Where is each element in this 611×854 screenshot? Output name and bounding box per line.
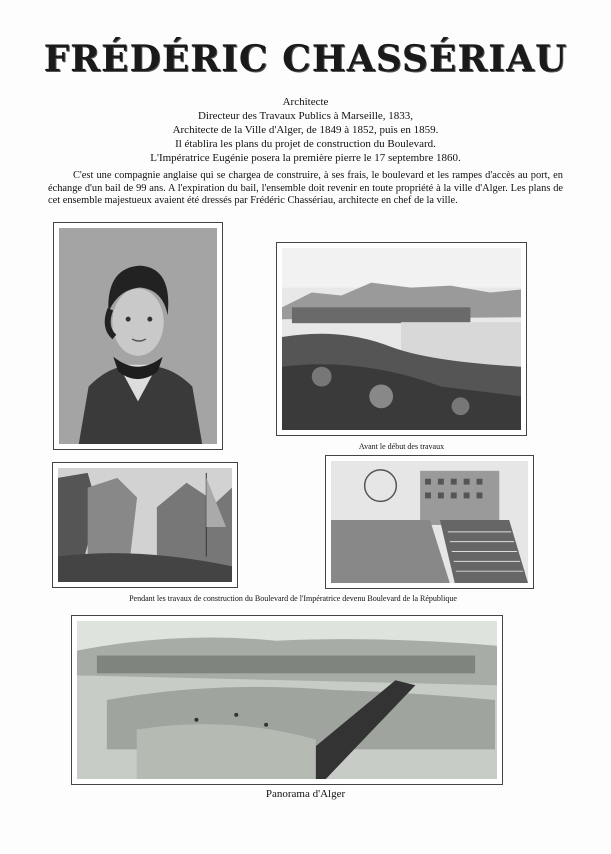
body-paragraph: C'est une compagnie anglaise qui se chargea de construire, à ses frais, le boulevard et les rampes d'accès au port, en échange d'un bail de 99 ans. A l'expiration du bail, l'ensemble doit revenir en toute propriété à la ville d'Alger. Les plans de cet ensemble majestueux avaient été dressés par Frédéric Chassériau, architecte en chef de la ville. — [48, 170, 563, 206]
construction-drawing-image — [58, 468, 232, 582]
subhead-line-eugenie: L'Impératrice Eugénie posera la première pierre le 17 septembre 1860. — [150, 152, 461, 164]
page-title: FRÉDÉRIC CHASSÉRIAU — [43, 38, 568, 80]
subhead-line-plans: Il établira les plans du projet de construction du Boulevard. — [175, 138, 436, 150]
boulevard-stairs-image — [331, 461, 528, 583]
panorama-photo — [71, 615, 503, 785]
subhead-line-role: Architecte — [282, 96, 329, 108]
harbour-before-image — [282, 248, 521, 430]
subheading-block — [0, 95, 611, 165]
harbour-before-photo — [276, 242, 527, 436]
boulevard-stairs-photo — [325, 455, 534, 589]
panorama-image — [77, 621, 497, 779]
portrait-photo — [53, 222, 223, 450]
construction-drawing — [52, 462, 238, 588]
subhead-line-marseille: Directeur des Travaux Publics à Marseille, 1833, — [197, 110, 414, 122]
caption-before-works: Avant le début des travaux — [358, 442, 445, 451]
subhead-line-alger: Architecte de la Ville d'Alger, de 1849 à 1852, puis en 1859. — [172, 124, 439, 136]
caption-panorama: Panorama d'Alger — [265, 788, 346, 800]
caption-during-works: Pendant les travaux de construction du Boulevard de l'Impératrice devenu Boulevard de la République — [129, 594, 457, 603]
portrait-image — [59, 228, 217, 444]
